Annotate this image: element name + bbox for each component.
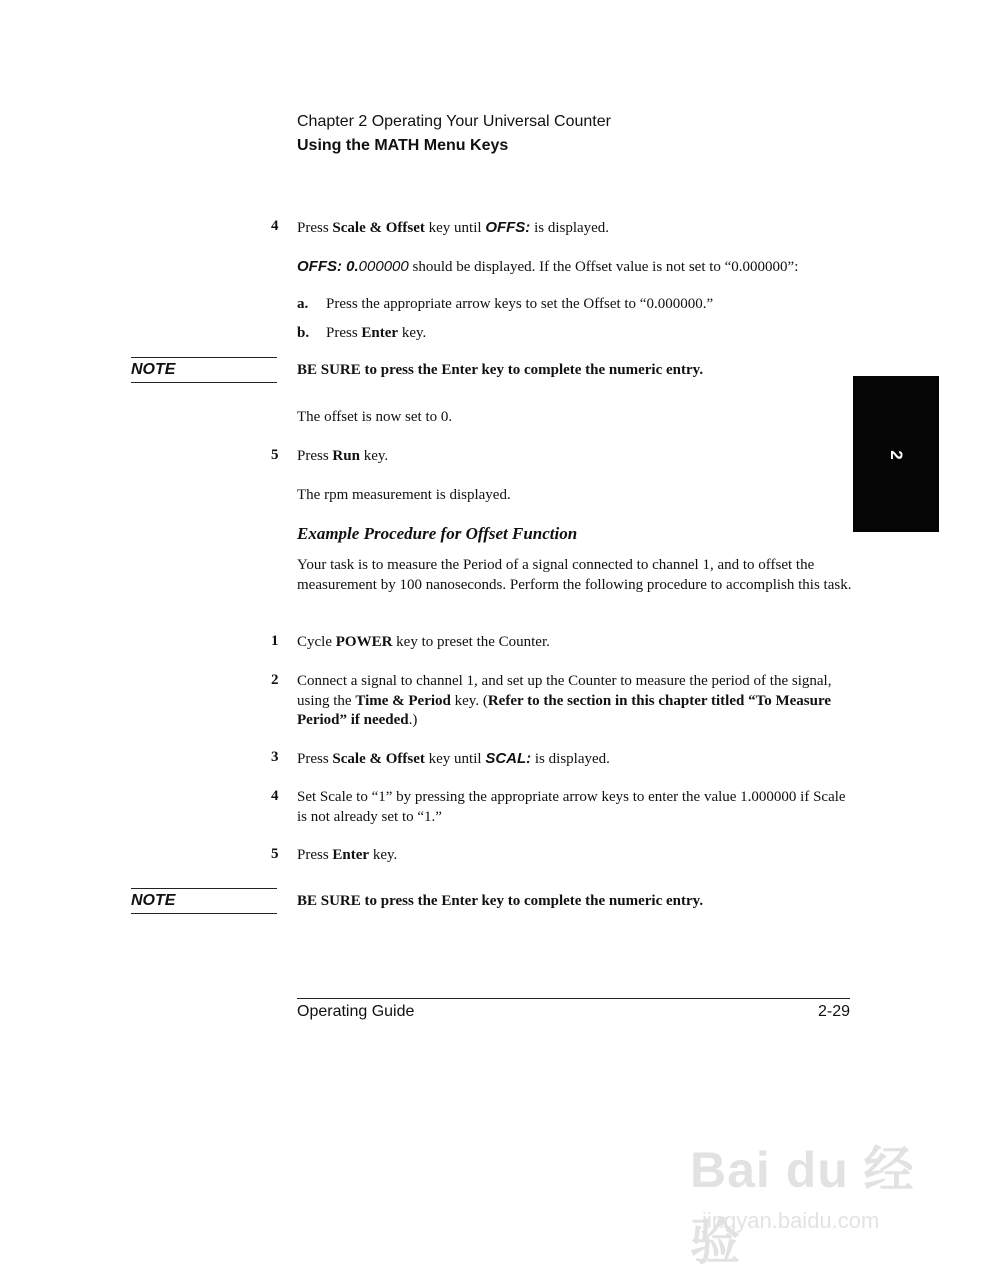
paragraph: The rpm measurement is displayed. [297,487,511,503]
key-name: Scale & Offset [332,220,425,236]
note-label: NOTE [131,892,176,909]
note-rule-top [131,357,277,358]
step-text: Set Scale to “1” by pressing the appropriate arrow keys to enter the value 1.000000 if Scale is not already set to “1.” [297,789,846,825]
substep-text: Press the appropriate arrow keys to set the Offset to “0.000000.” [326,296,714,312]
note-rule-top [131,888,277,889]
substep-text: Press Enter key. [326,325,427,341]
display-text: SCAL: [485,750,532,767]
watermark-logo: Bai du 经验 [690,1142,915,1270]
substep-letter: b. [297,325,310,341]
page-number: 2-29 [817,1003,850,1020]
paragraph: The offset is now set to 0. [297,409,453,425]
step-text: Press Scale & Offset key until SCAL: is displayed. [297,750,610,767]
watermark-url: jingyan.baidu.com [702,1208,880,1233]
note-rule-bottom [131,382,277,383]
step-number: 4 [271,218,279,234]
step-text: Press Run key. [297,448,389,464]
section-header: Using the MATH Menu Keys [297,137,509,154]
step-number: 3 [271,749,279,765]
step-number: 1 [271,633,279,649]
note-text: BE SURE to press the Enter key to complete the numeric entry. [297,893,704,909]
step-text: Press Scale & Offset key until OFFS: is displayed. [297,219,610,236]
display-text: OFFS: [485,219,531,236]
note-text: BE SURE to press the Enter key to complete the numeric entry. [297,362,704,378]
note-label: NOTE [131,361,176,378]
offs-display-line: OFFS: 0.000000 should be displayed. If the Offset value is not set to “0.000000”: [297,258,799,275]
footer-rule [297,998,850,999]
step-number: 5 [271,447,279,463]
step-number: 4 [271,788,279,804]
footer-title: Operating Guide [297,1003,415,1020]
chapter-tab-number: 2 [887,450,906,460]
chapter-header: Chapter 2 Operating Your Universal Counter [297,113,611,130]
step-text: Press Enter key. [297,847,398,863]
example-title: Example Procedure for Offset Function [297,524,578,543]
step-text: Cycle POWER key to preset the Counter. [297,634,550,650]
step-number: 5 [271,846,279,862]
step-number: 2 [271,672,279,688]
baidu-watermark [690,1130,940,1270]
step-text: Connect a signal to channel 1, and set up the Counter to measure the period of the signal, using the Time & Period key. (Refer to the section in this chapter titled “To Measure Period” if needed.) [297,673,832,728]
example-intro: Your task is to measure the Period of a signal connected to channel 1, and to offset the measurement by 100 nanoseconds. Perform the following procedure to accomplish this task. [297,557,852,593]
substep-letter: a. [297,296,309,312]
note-rule-bottom [131,913,277,914]
